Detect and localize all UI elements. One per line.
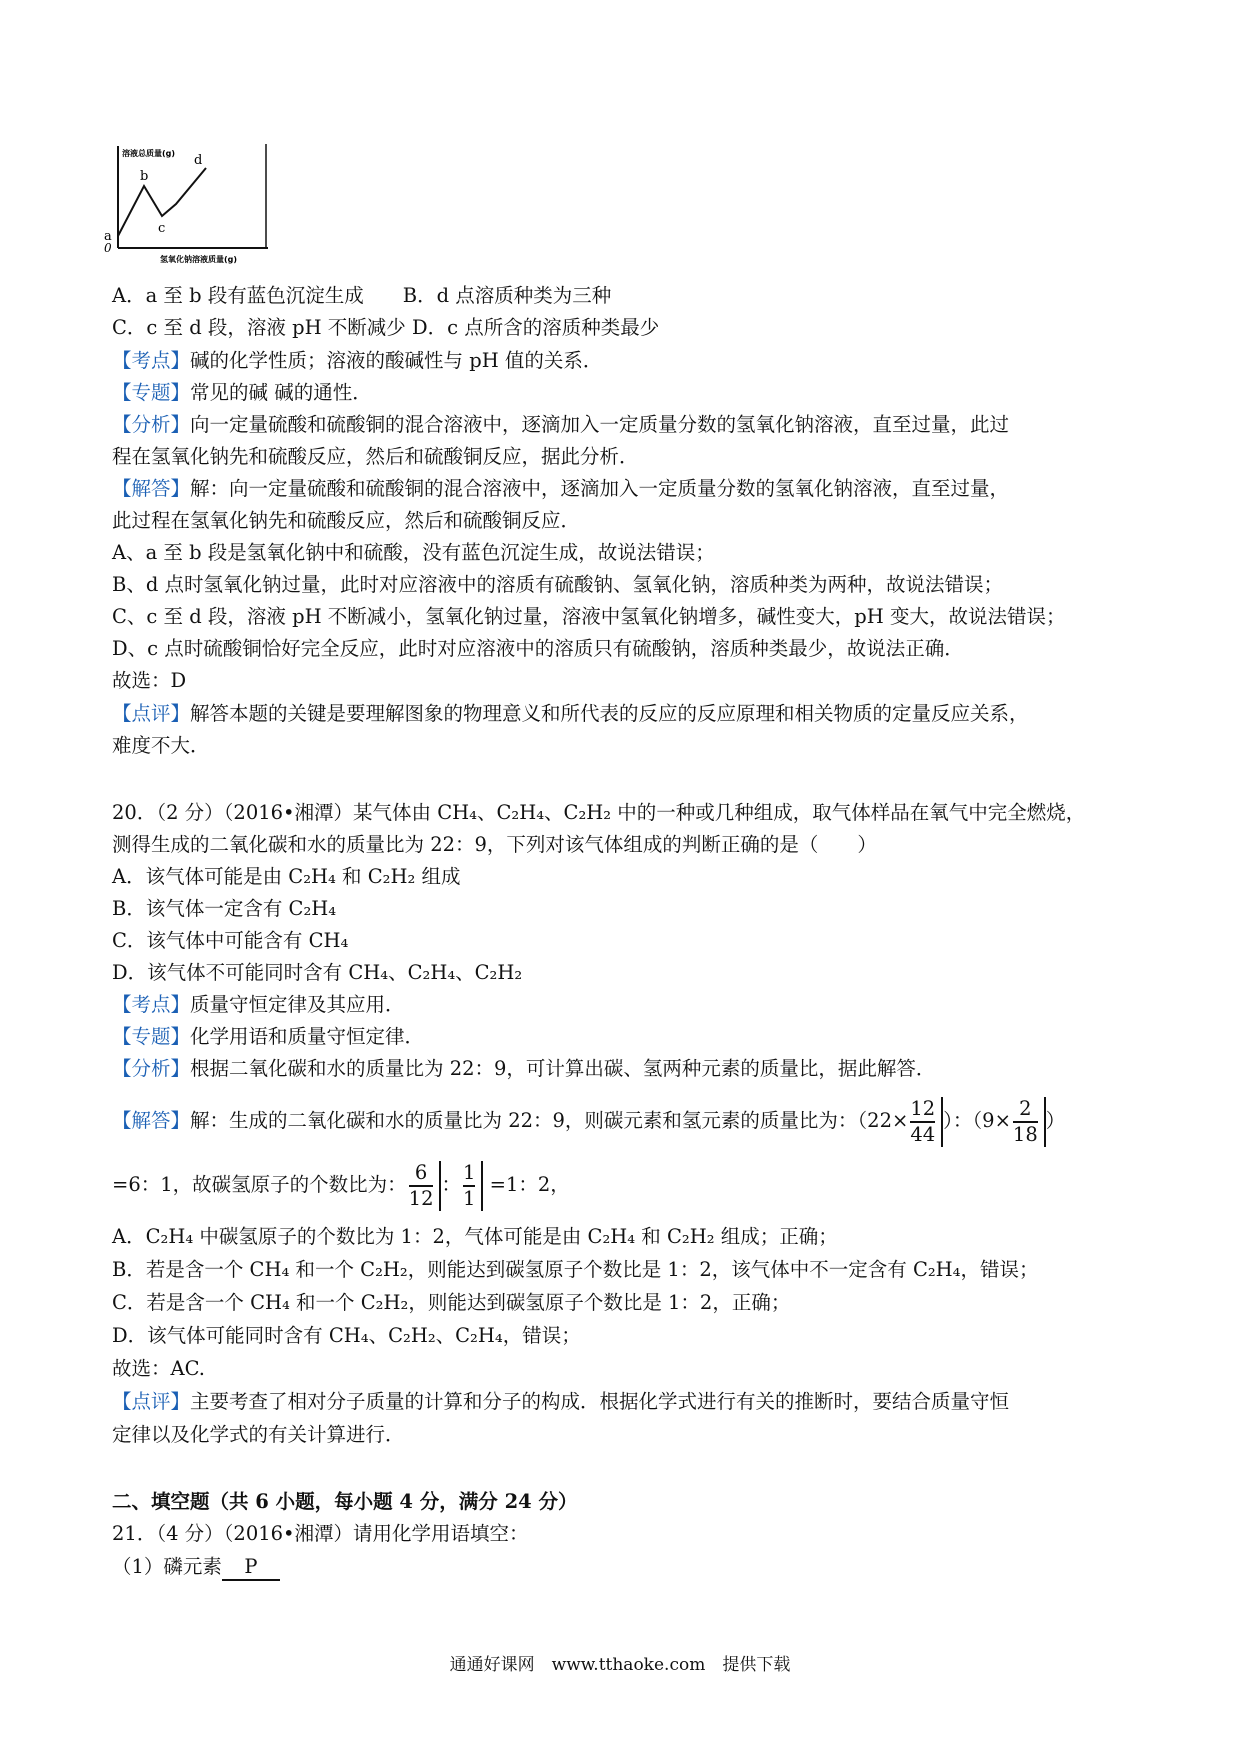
q19-options-2: C．c 至 d 段，溶液 pH 不断减少 D．c 点所含的溶质种类最少 xyxy=(112,316,660,339)
q20-ans-a: A．C₂H₄ 中碳氢原子的个数比为 1：2，气体可能是由 C₂H₄ 和 C₂H₂ 组成；正确； xyxy=(112,1225,838,1248)
graph-label-b: b xyxy=(140,169,149,184)
graph-label-a: a xyxy=(104,229,112,244)
q19-dianping-2: 难度不大． xyxy=(112,734,210,757)
q19-fenxi-2: 程在氢氧化钠先和硫酸反应，然后和硫酸铜反应，据此分析． xyxy=(112,445,639,468)
line2-end: =1：2， xyxy=(489,1173,570,1196)
jieda-pre: 解：生成的二氧化碳和水的质量比为 22：9，则碳元素和氢元素的质量比为：（22× xyxy=(190,1109,909,1132)
q19-zhuanti xyxy=(112,381,372,405)
graph-y-title: 溶液总质量(g) xyxy=(122,149,176,158)
dianping-text: 解答本题的关键是要理解图象的物理意义和所代表的反应的反应原理和相关物质的定量反应关系， xyxy=(190,702,1029,725)
fraction-den: 12 xyxy=(408,1186,434,1210)
colon: ： xyxy=(441,1173,461,1196)
q21-stem: 21．（4 分）（2016•湘潭）请用化学用语填空： xyxy=(112,1522,529,1545)
q20-dianping-1 xyxy=(112,1390,1009,1414)
fraction-den: 44 xyxy=(910,1122,936,1146)
fenxi-text: 向一定量硫酸和硫酸铜的混合溶液中，逐滴加入一定质量分数的氢氧化钠溶液，直至过量，此过 xyxy=(190,413,1010,436)
kaodian-tag: 【考点】 xyxy=(112,993,191,1016)
q20-choice: 故选：AC. xyxy=(112,1357,206,1380)
fraction-num: 1 xyxy=(463,1161,475,1187)
jieda-text: 解：向一定量硫酸和硫酸铜的混合溶液中，逐滴加入一定质量分数的氢氧化钠溶液，直至过量， xyxy=(190,477,1010,500)
zhuanti-text: 常见的碱 碱的通性． xyxy=(190,381,372,404)
graph-x-title: 氢氧化钠溶液质量(g) xyxy=(160,255,238,264)
q19-jieda-a: A、a 至 b 段是氢氧化钠中和硫酸，没有蓝色沉淀生成，故说法错误； xyxy=(112,541,715,564)
fenxi-tag: 【分析】 xyxy=(112,1057,191,1080)
fraction-num: 6 xyxy=(409,1161,434,1187)
q19-jieda-1 xyxy=(112,477,1009,501)
q19-options-1: A．a 至 b 段有蓝色沉淀生成 B．d 点溶质种类为三种 xyxy=(112,284,612,307)
dianping-tag: 【点评】 xyxy=(112,1390,191,1413)
q20-jieda-1 xyxy=(112,1094,1065,1148)
fraction-1-1 xyxy=(461,1161,483,1211)
q19-jieda-2: 此过程在氢氧化钠先和硫酸反应，然后和硫酸铜反应． xyxy=(112,509,581,532)
q19-dianping-1 xyxy=(112,702,1029,726)
graph-label-d: d xyxy=(194,153,203,168)
q20-stem-2: 测得生成的二氧化碳和水的质量比为 22：9，下列对该气体组成的判断正确的是（ ） xyxy=(112,833,877,856)
q19-choice: 故选：D xyxy=(112,669,187,692)
q20-stem-1: 20．（2 分）（2016•湘潭）某气体由 CH₄、C₂H₄、C₂H₂ 中的一种或几种组成，取气体样品在氧气中完全燃烧， xyxy=(112,801,1086,824)
q20-zhuanti xyxy=(112,1025,424,1049)
q21-part-1-label: （1）磷元素 xyxy=(112,1555,222,1578)
kaodian-text: 碱的化学性质；溶液的酸碱性与 pH 值的关系． xyxy=(190,349,603,372)
fraction-12-44 xyxy=(908,1097,943,1147)
q19-jieda-d: D、c 点时硫酸铜恰好完全反应，此时对应溶液中的溶质只有硫酸钠，溶质种类最少，故说法正确． xyxy=(112,637,964,660)
q20-ans-b: B．若是含一个 CH₄ 和一个 C₂H₂，则能达到碳氢原子个数比是 1：2，该气体中不一定含有 C₂H₄，错误； xyxy=(112,1258,1039,1281)
line2-pre: =6：1，故碳氢原子的个数比为： xyxy=(112,1173,407,1196)
q20-ans-d: D．该气体可能同时含有 CH₄、C₂H₂、C₂H₄，错误； xyxy=(112,1324,581,1347)
q20-dianping-2: 定律以及化学式的有关计算进行． xyxy=(112,1423,405,1446)
mass-graph xyxy=(104,144,270,264)
q20-option-c: C．该气体中可能含有 CH₄ xyxy=(112,929,349,952)
fenxi-text: 根据二氧化碳和水的质量比为 22：9，可计算出碳、氢两种元素的质量比，据此解答． xyxy=(190,1057,936,1080)
zhuanti-tag: 【专题】 xyxy=(112,1025,191,1048)
q21-part-1-answer: P xyxy=(222,1555,280,1581)
jieda-tag: 【解答】 xyxy=(112,477,191,500)
page-footer: 通通好课网 www.tthaoke.com 提供下载 xyxy=(449,1655,791,1675)
jieda-tag: 【解答】 xyxy=(112,1109,191,1132)
kaodian-text: 质量守恒定律及其应用． xyxy=(190,993,405,1016)
q20-option-d: D．该气体不可能同时含有 CH₄、C₂H₄、C₂H₂ xyxy=(112,961,523,984)
q20-kaodian xyxy=(112,993,405,1017)
fraction-den: 1 xyxy=(463,1186,476,1210)
jieda-mid: ）：（9× xyxy=(943,1109,1011,1132)
q20-jieda-2 xyxy=(112,1158,570,1212)
q19-kaodian xyxy=(112,349,602,373)
graph-label-c: c xyxy=(158,221,166,236)
graph-origin: 0 xyxy=(104,241,112,255)
zhuanti-text: 化学用语和质量守恒定律． xyxy=(190,1025,425,1048)
fenxi-tag: 【分析】 xyxy=(112,413,191,436)
fraction-6-12 xyxy=(407,1161,442,1211)
q20-ans-c: C．若是含一个 CH₄ 和一个 C₂H₂，则能达到碳氢原子个数比是 1：2，正确； xyxy=(112,1291,791,1314)
section-title: 二、填空题（共 6 小题，每小题 4 分，满分 24 分） xyxy=(112,1490,578,1513)
q20-option-a: A．该气体可能是由 C₂H₄ 和 C₂H₂ 组成 xyxy=(112,865,461,888)
kaodian-tag: 【考点】 xyxy=(112,349,191,372)
fraction-den: 18 xyxy=(1012,1122,1038,1146)
q20-option-b: B．该气体一定含有 C₂H₄ xyxy=(112,897,337,920)
fraction-2-18 xyxy=(1011,1097,1046,1147)
fraction-num: 2 xyxy=(1013,1097,1038,1123)
zhuanti-tag: 【专题】 xyxy=(112,381,191,404)
q20-fenxi xyxy=(112,1057,935,1081)
q19-jieda-b: B、d 点时氢氧化钠过量，此时对应溶液中的溶质有硫酸钠、氢氧化钠，溶质种类为两种，故说法错误； xyxy=(112,573,1004,596)
dianping-tag: 【点评】 xyxy=(112,702,191,725)
q19-jieda-c: C、c 至 d 段，溶液 pH 不断减小，氢氧化钠过量，溶液中氢氧化钠增多，碱性变大，pH 变大，故说法错误； xyxy=(112,605,1066,628)
q19-fenxi-1 xyxy=(112,413,1009,437)
dianping-text: 主要考查了相对分子质量的计算和分子的构成．根据化学式进行有关的推断时，要结合质量守恒 xyxy=(190,1390,1010,1413)
q21-part-1 xyxy=(112,1555,280,1581)
jieda-end: ） xyxy=(1045,1109,1066,1132)
fraction-num: 12 xyxy=(910,1097,935,1123)
